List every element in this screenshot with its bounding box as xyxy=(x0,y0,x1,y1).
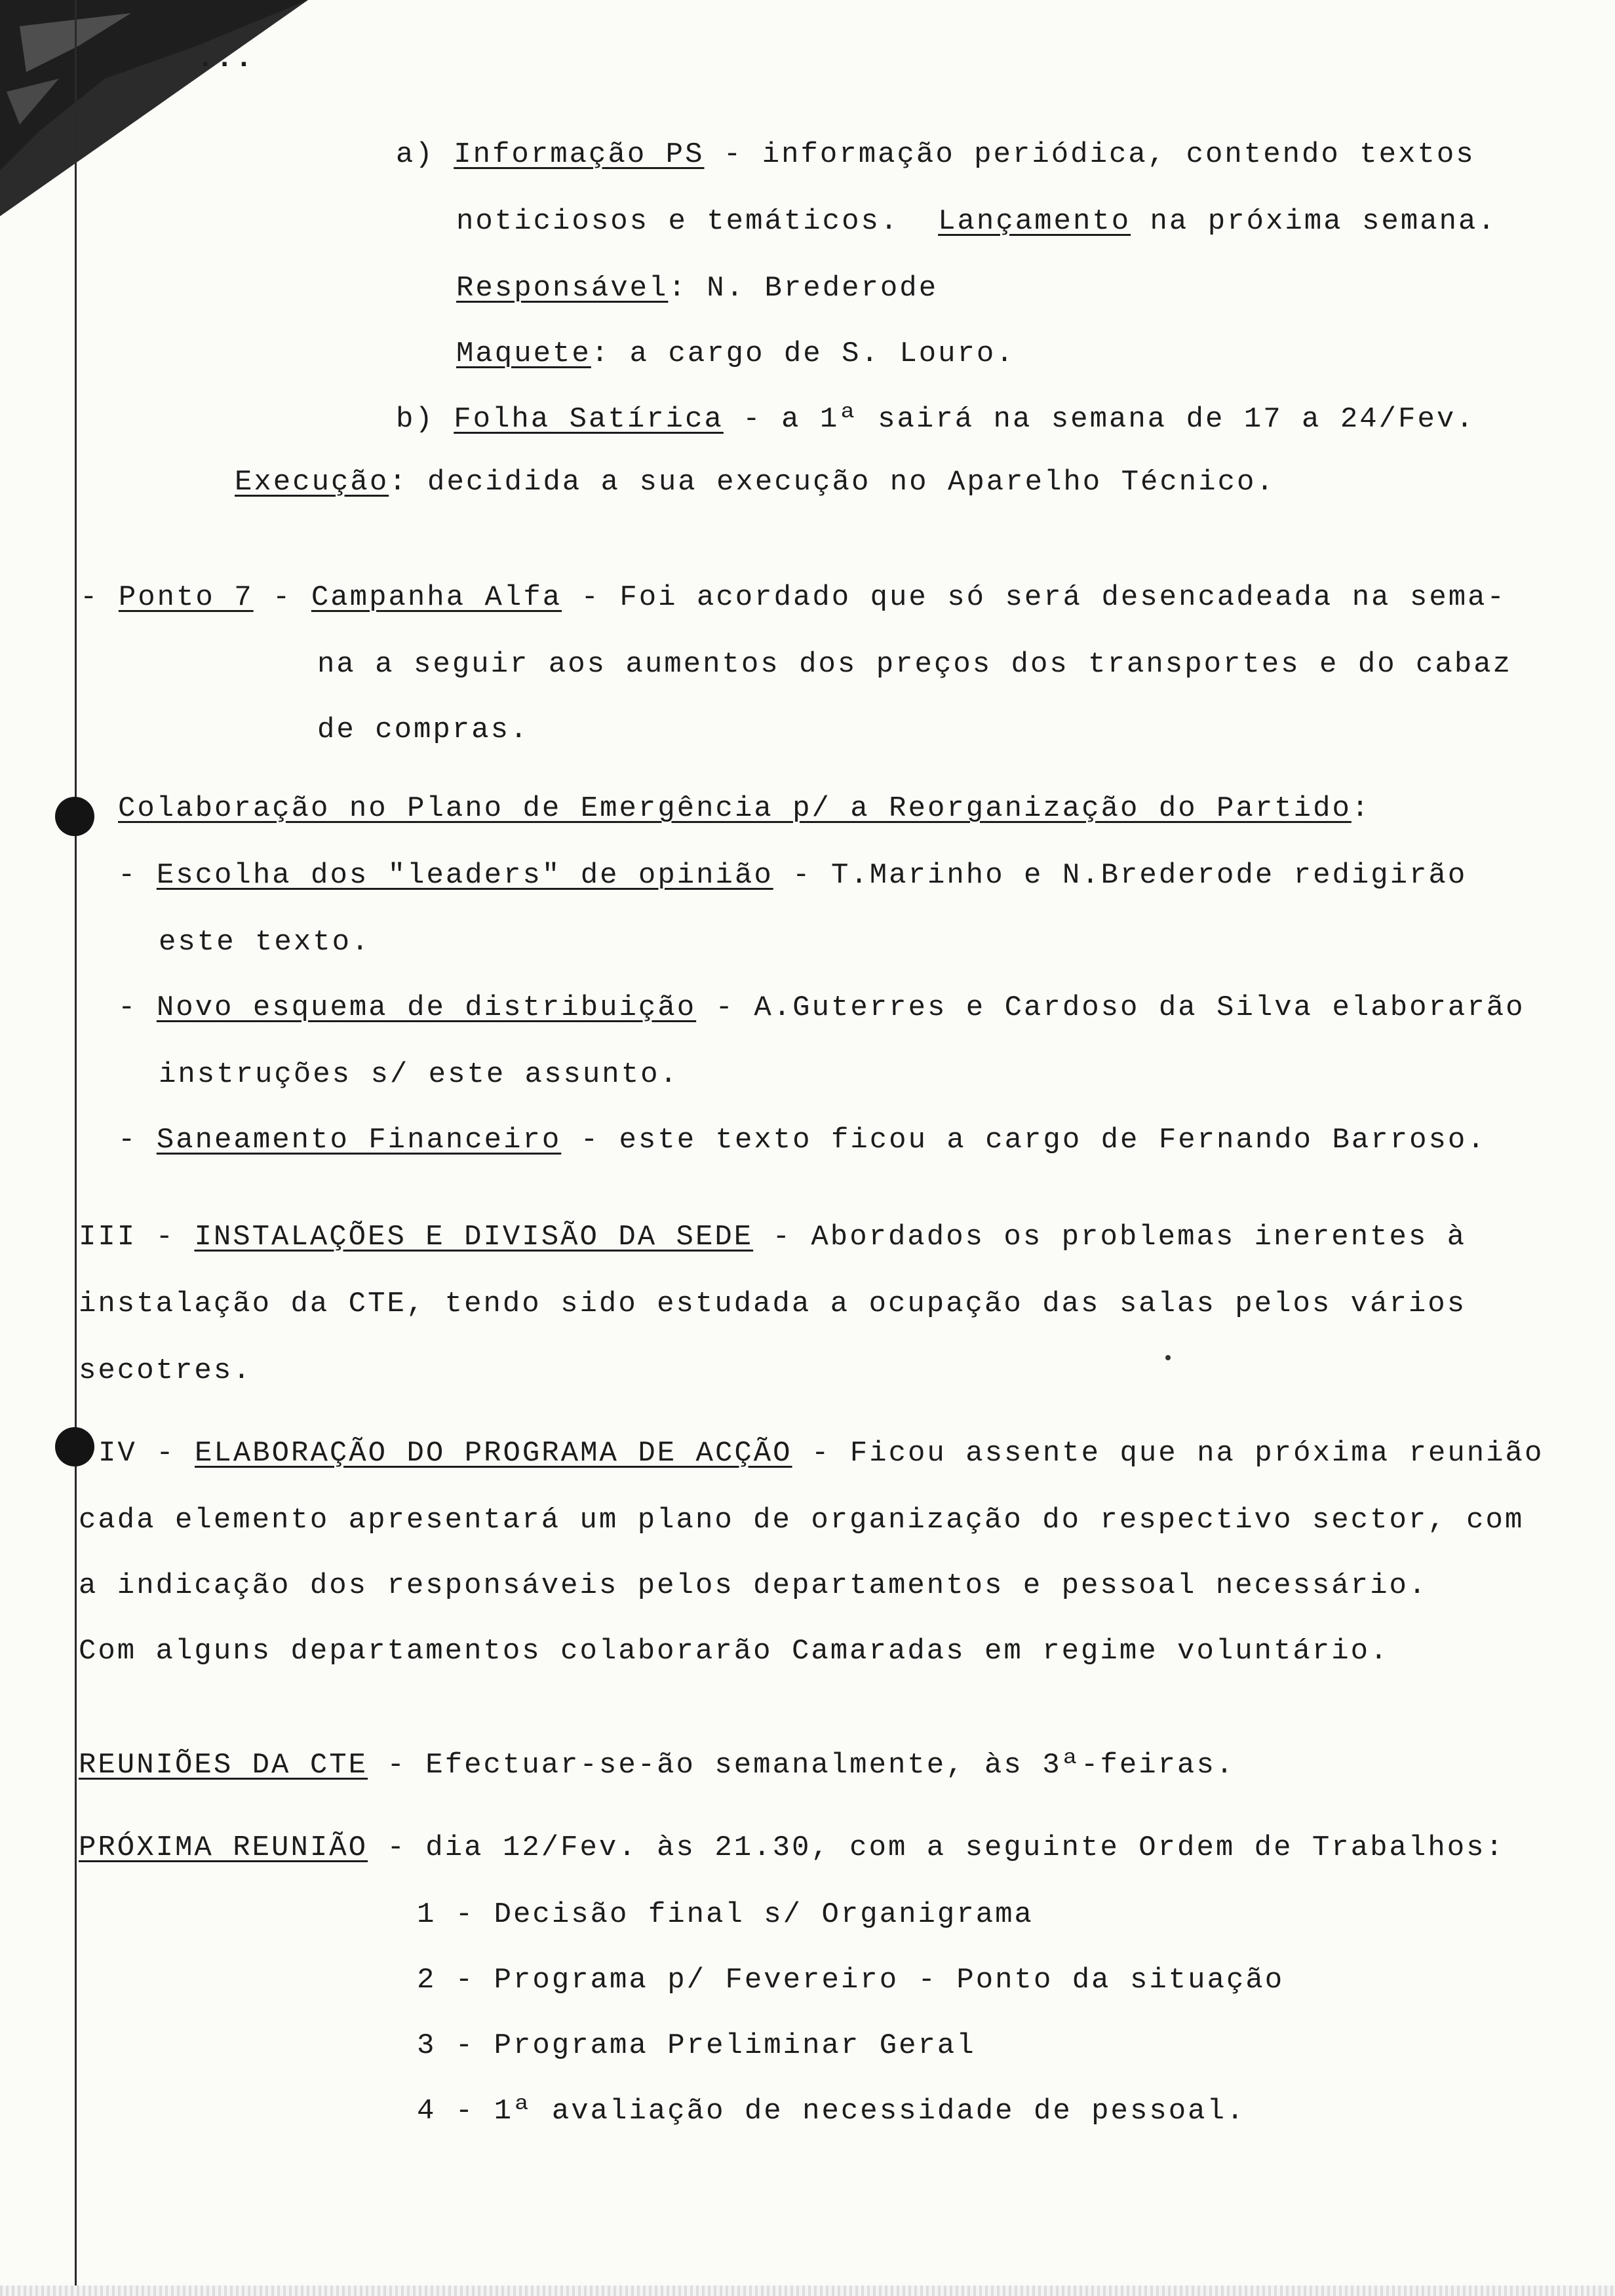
colab-item-2-line-2: instruções s/ este assunto. xyxy=(159,1058,679,1091)
colab-item-2-title: Novo esquema de distribuição xyxy=(156,991,697,1024)
colab-item-1-text-1: - T.Marinho e N.Brederode redigirão xyxy=(773,859,1468,892)
section3-text-1: - Abordados os problemas inerentes à xyxy=(753,1221,1467,1253)
maquete-value: : a cargo de S. Louro. xyxy=(591,337,1015,370)
punch-hole-1 xyxy=(55,797,94,836)
proxima-text: - dia 12/Fev. às 21.30, com a seguinte Ordem de Trabalhos: xyxy=(368,1831,1505,1864)
item-a-title: Informação PS xyxy=(454,138,705,171)
proxima-label: PRÓXIMA REUNIÃO xyxy=(79,1831,368,1864)
section3-title: INSTALAÇÕES E DIVISÃO DA SEDE xyxy=(194,1221,754,1253)
section4-line-4: Com alguns departamentos colaborarão Camaradas em regime voluntário. xyxy=(79,1635,1390,1668)
maquete-label: Maquete xyxy=(456,337,591,370)
ponto7-line-1 xyxy=(80,578,1506,617)
agenda-item-1: 1 - Decisão final s/ Organigrama xyxy=(417,1898,1034,1931)
proxima-line xyxy=(79,1828,1505,1867)
bottom-scan-edge xyxy=(0,2286,1615,2296)
lancamento-link-text: Lançamento xyxy=(938,205,1131,238)
punch-hole-2 xyxy=(55,1427,94,1466)
top-ellipsis: ... xyxy=(197,43,255,75)
item-a-text-2a: noticiosos e temáticos. xyxy=(456,205,939,238)
item-a-marker: a) xyxy=(396,138,435,171)
ponto7-sep: - xyxy=(253,581,311,614)
item-b-line-1 xyxy=(396,400,1475,439)
ponto7-text-1: - Foi acordado que só será desencadeada na sema- xyxy=(562,581,1506,614)
item-a-text-1: - informação periódica, contendo textos xyxy=(704,138,1475,171)
colaboracao-heading-line xyxy=(118,789,1371,828)
section3-line-3: secotres. xyxy=(79,1354,252,1387)
item-a-line-4 xyxy=(456,334,1015,373)
reunioes-line xyxy=(79,1746,1235,1785)
colaboracao-heading: Colaboração no Plano de Emergência p/ a Reorganização do Partido xyxy=(118,792,1352,825)
section4-text-1: - Ficou assente que na próxima reunião xyxy=(792,1437,1544,1470)
ponto7-label: Ponto 7 xyxy=(118,581,254,614)
item-b-marker: b) xyxy=(396,403,435,436)
item-a-line-1 xyxy=(396,135,1475,174)
responsavel-value: : N. Brederode xyxy=(668,272,939,305)
item-b-line-2 xyxy=(235,463,1275,502)
section4-title: ELABORAÇÃO DO PROGRAMA DE ACÇÃO xyxy=(195,1437,792,1470)
item-a-line-2 xyxy=(456,202,1497,241)
colab-item-3-line-1: - Saneamento Financeiro - este texto ficou a cargo de Fernando Barroso. xyxy=(118,1124,1487,1157)
reunioes-label: REUNIÕES DA CTE xyxy=(79,1749,368,1782)
colab-item-1-line-1: - Escolha dos "leaders" de opinião - T.Marinho e N.Brederode redigirão xyxy=(118,859,1468,892)
reunioes-text: - Efectuar-se-ão semanalmente, às 3ª-feiras. xyxy=(368,1749,1236,1782)
agenda-item-3: 3 - Programa Preliminar Geral xyxy=(417,2029,976,2062)
colab-item-3-title: Saneamento Financeiro xyxy=(156,1124,562,1157)
item-b-text: - a 1ª sairá na semana de 17 a 24/Fev. xyxy=(723,403,1475,436)
responsavel-label: Responsável xyxy=(456,272,669,305)
colaboracao-colon: : xyxy=(1351,792,1371,825)
section3-numeral: III - xyxy=(79,1221,195,1253)
colab-item-2-text-1: - A.Guterres e Cardoso da Silva elaborarão xyxy=(696,991,1525,1024)
execucao-label: Execução xyxy=(235,466,389,499)
margin-line xyxy=(75,0,77,2296)
section4-line-3: a indicação dos responsáveis pelos departamentos e pessoal necessário. xyxy=(79,1569,1428,1602)
stray-dot-1 xyxy=(1165,1355,1171,1360)
section4-line-1 xyxy=(98,1434,1544,1473)
section4-numeral: IV - xyxy=(98,1437,195,1470)
torn-corner-mark xyxy=(0,0,315,223)
ponto7-prefix: - xyxy=(80,581,119,614)
section3-line-2: instalação da CTE, tendo sido estudada a ocupação das salas pelos vários xyxy=(79,1288,1467,1320)
colab-item-1-line-2: este texto. xyxy=(159,926,371,959)
agenda-item-4: 4 - 1ª avaliação de necessidade de pessoal. xyxy=(417,2095,1246,2128)
colab-item-2-line-1: - Novo esquema de distribuição - A.Guterres e Cardoso da Silva elaborarão xyxy=(118,991,1525,1024)
section3-line-1 xyxy=(79,1217,1466,1257)
item-a-line-3 xyxy=(456,269,938,308)
agenda-item-2: 2 - Programa p/ Fevereiro - Ponto da situação xyxy=(417,1964,1285,1997)
colab-item-1-title: Escolha dos "leaders" de opinião xyxy=(156,859,773,892)
section4-line-2: cada elemento apresentará um plano de organização do respectivo sector, com xyxy=(79,1504,1525,1537)
ponto7-title: Campanha Alfa xyxy=(311,581,562,614)
ponto7-line-2: na a seguir aos aumentos dos preços dos transportes e do cabaz xyxy=(317,648,1513,681)
execucao-value: : decidida a sua execução no Aparelho Técnico. xyxy=(389,466,1275,499)
ponto7-line-3: de compras. xyxy=(317,714,530,746)
colab-item-3-text-1: - este texto ficou a cargo de Fernando Barroso. xyxy=(561,1124,1487,1157)
item-a-text-2b: na próxima semana. xyxy=(1131,205,1497,238)
item-b-title: Folha Satírica xyxy=(454,403,724,436)
